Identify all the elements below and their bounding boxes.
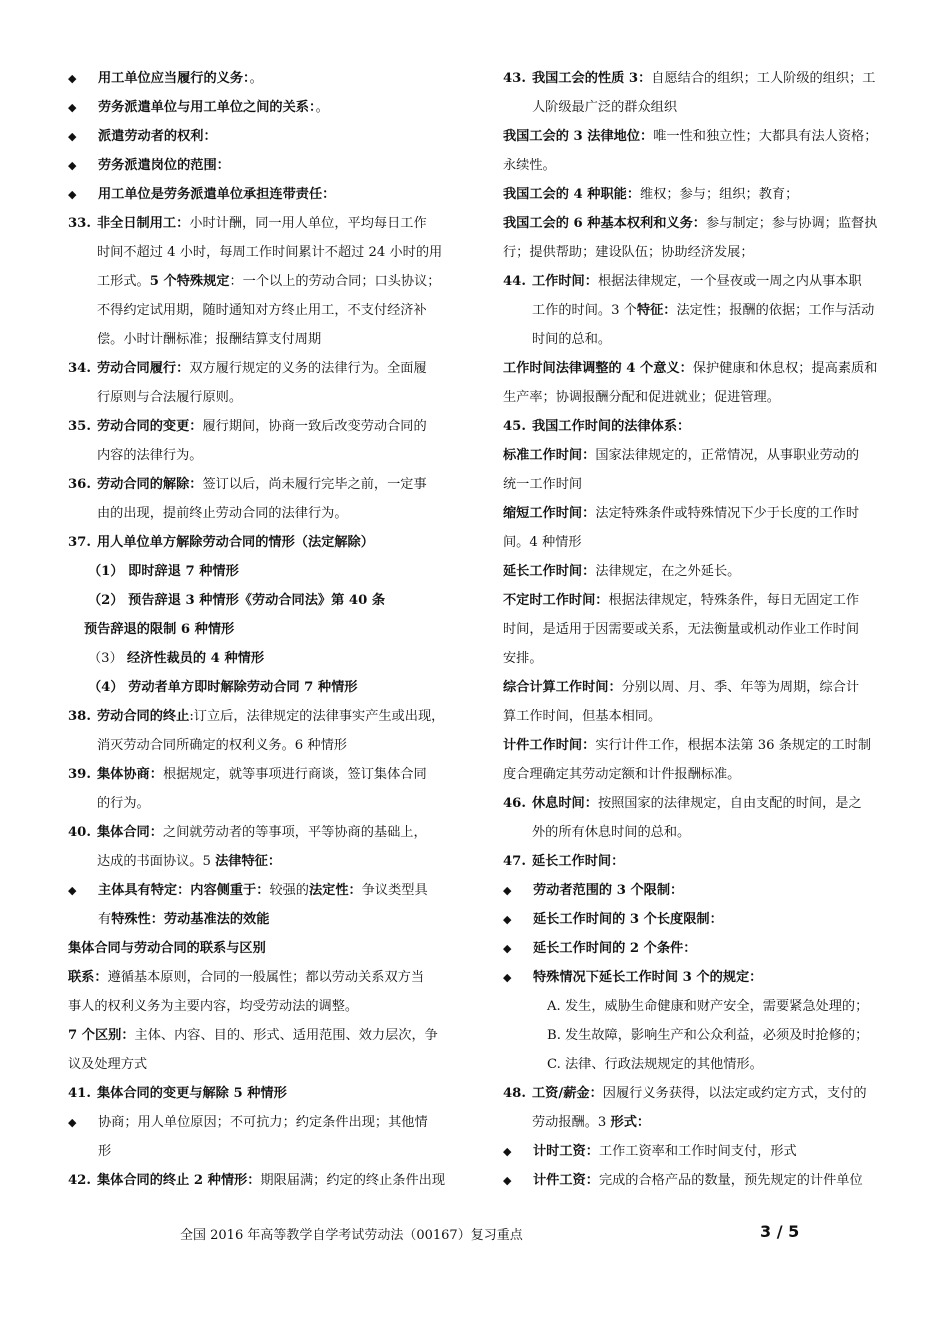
text-line	[503, 789, 905, 818]
text-segment: 外的所有休息时间的总和。	[532, 825, 691, 840]
text-segment: 综合计算工作时间：	[503, 680, 622, 695]
text-line	[503, 644, 905, 673]
text-line	[68, 180, 470, 209]
text-line	[68, 702, 470, 731]
text-segment: 不定时工作时间：	[503, 593, 609, 608]
text-segment: 行原则与合法履行原则。	[97, 390, 243, 405]
text-segment: 形式：	[610, 1115, 651, 1130]
text-segment: 由的出现，提前终止劳动合同的法律行为。	[97, 506, 348, 521]
text-segment: 达成的书面协议。5	[97, 854, 216, 869]
text-segment: 履行期间，协商一致后改变劳动合同的	[202, 419, 427, 434]
text-line	[68, 325, 470, 354]
text-line	[503, 122, 905, 151]
text-line	[68, 818, 470, 847]
text-segment: 自愿结合的组织；工人阶级的组织；工	[651, 71, 876, 86]
text-line	[68, 122, 470, 151]
text-line	[503, 934, 905, 963]
text-line	[503, 731, 905, 760]
text-line	[68, 615, 470, 644]
text-segment: 集体合同的变更与解除 5 种情形	[97, 1086, 287, 1101]
text-segment: 工作时间：	[532, 274, 598, 289]
text-segment: 唯一性和独立性；大都具有法人资格；	[653, 129, 878, 144]
text-segment: 5 个特殊规定	[149, 274, 230, 289]
text-line	[503, 992, 905, 1021]
text-segment: 法定特殊条件或特殊情况下少于长度的工作时	[595, 506, 860, 521]
text-segment: 间。4 种情形	[503, 535, 582, 550]
text-segment: 。	[315, 100, 329, 115]
text-segment: 争议类型具	[361, 883, 428, 898]
text-segment: 永续性。	[503, 158, 556, 173]
text-line	[68, 1137, 470, 1166]
text-line	[68, 557, 470, 586]
text-segment: 集体合同的终止 2 种情形：	[97, 1173, 261, 1188]
text-line	[503, 1021, 905, 1050]
item-number: 46.	[503, 796, 526, 811]
text-segment: 协商；用人单位原因；不可抗力；约定条件出现；其他情	[98, 1115, 428, 1130]
text-segment: 主体、内容、目的、形式、适用范围、效力层次，争	[134, 1028, 438, 1043]
item-number: 43.	[503, 71, 526, 86]
text-line	[68, 412, 470, 441]
text-line	[68, 528, 470, 557]
text-segment: 度合理确定其劳动定额和计件报酬标准。	[503, 767, 741, 782]
text-segment: 根据规定，就等事项进行商谈，签订集体合同	[162, 767, 427, 782]
text-line	[503, 412, 905, 441]
text-segment: 劳务派遣岗位的范围：	[98, 158, 230, 173]
item-number: 35.	[68, 419, 91, 434]
text-segment: 我国工作时间的法律体系：	[532, 419, 691, 434]
text-line	[503, 876, 905, 905]
text-segment: 劳务派遣单位与用工单位之间的关系：	[98, 100, 316, 115]
text-segment: 发生故障，影响生产和公众利益，必须及时抢修的；	[565, 1028, 869, 1043]
text-segment: 劳动合同的终止	[97, 709, 190, 724]
text-line	[503, 470, 905, 499]
text-segment: 小时计酬，同一用人单位，平均每日工作	[189, 216, 427, 231]
text-segment: 延长工作时间的 3 个长度限制：	[533, 912, 723, 927]
text-line	[503, 557, 905, 586]
text-segment: 法律特征：	[215, 854, 282, 869]
text-segment: 集体合同：	[97, 825, 163, 840]
text-segment: 计件工作时间：	[503, 738, 596, 753]
text-line	[68, 847, 470, 876]
text-segment: 维权；参与；组织；教育；	[640, 187, 799, 202]
text-segment: 时间不超过 4 小时，每周工作时间累计不超过 24 小时的用	[97, 245, 443, 260]
text-segment: （4） 劳动者单方即时解除劳动合同 7 种情形	[88, 680, 358, 695]
text-segment: 按照国家的法律规定，自由支配的时间，是之	[597, 796, 862, 811]
text-segment: 法律、行政法规规定的其他情形。	[565, 1057, 763, 1072]
text-segment: 之间就劳动者的等事项，平等协商的基础上，	[162, 825, 427, 840]
text-segment: 延长工作时间：	[503, 564, 596, 579]
text-line	[503, 354, 905, 383]
text-segment: :订立后，法律规定的法律事实产生或出现，	[189, 709, 445, 724]
text-line	[68, 992, 470, 1021]
text-segment: 法定性；报酬的依据；工作与活动	[676, 303, 875, 318]
text-line	[503, 180, 905, 209]
text-segment: 分别以周、月、季、年等为周期，综合计	[621, 680, 860, 695]
text-segment: 保护健康和休息权；提高素质和	[692, 361, 878, 376]
text-segment: 工作工资率和工作时间支付，形式	[598, 1144, 797, 1159]
text-segment: 用工单位是劳务派遣单位承担连带责任：	[98, 187, 336, 202]
item-number: 37.	[68, 535, 91, 550]
text-line	[68, 905, 470, 934]
text-line	[68, 1108, 470, 1137]
text-line	[68, 441, 470, 470]
text-segment: 法定性：	[309, 883, 362, 898]
text-line	[503, 1108, 905, 1137]
text-segment: 计件工资：	[533, 1173, 599, 1188]
text-line	[503, 267, 905, 296]
text-line	[68, 1050, 470, 1079]
text-segment: 劳动报酬。3	[532, 1115, 611, 1130]
text-line	[503, 1050, 905, 1079]
text-segment: 劳动合同的变更：	[97, 419, 203, 434]
text-line	[503, 325, 905, 354]
text-segment: 人阶级最广泛的群众组织	[532, 100, 678, 115]
text-segment: 派遣劳动者的权利：	[98, 129, 217, 144]
text-segment: 双方履行规定的义务的法律行为。全面履	[189, 361, 427, 376]
text-segment: 我国工会的 3 法律地位：	[503, 129, 654, 144]
text-segment: 签订以后，尚未履行完毕之前，一定事	[202, 477, 427, 492]
text-segment: 特征：	[636, 303, 677, 318]
text-segment: 劳动者范围的 3 个限制：	[533, 883, 684, 898]
text-segment: 用人单位单方解除劳动合同的情形（法定解除）	[97, 535, 374, 550]
item-number: 36.	[68, 477, 91, 492]
text-line	[68, 934, 470, 963]
text-segment: 延长工作时间的 2 个条件：	[533, 941, 697, 956]
text-line	[503, 963, 905, 992]
text-segment: 参与制定；参与协调；监督执	[705, 216, 878, 231]
text-line	[68, 93, 470, 122]
text-line	[68, 963, 470, 992]
item-number: 44.	[503, 274, 526, 289]
text-segment: 发生，威胁生命健康和财产安全，需要紧急处理的；	[565, 999, 869, 1014]
text-line	[503, 93, 905, 122]
text-segment: 劳动合同的解除：	[97, 477, 203, 492]
text-segment: （2） 预告辞退 3 种情形《劳动合同法》第 40 条	[88, 593, 386, 608]
text-segment: 偿。小时计酬标准；报酬结算支付周期	[97, 332, 322, 347]
text-line	[503, 1166, 905, 1195]
text-segment: 劳动合同履行：	[97, 361, 190, 376]
text-line	[503, 209, 905, 238]
page-number: 3 / 5	[760, 1222, 800, 1241]
text-segment: 特殊情况下延长工作时间 3 个的规定：	[533, 970, 763, 985]
text-segment: 消灭劳动合同所确定的权利义务。6 种情形	[97, 738, 347, 753]
text-segment: 。	[249, 71, 263, 86]
text-segment: 内容的法律行为。	[97, 448, 203, 463]
text-line	[68, 209, 470, 238]
text-segment: 休息时间：	[532, 796, 598, 811]
item-number: 39.	[68, 767, 91, 782]
text-segment: 实行计件工作，根据本法第 36 条规定的工时制	[595, 738, 872, 753]
text-line	[503, 615, 905, 644]
text-line	[503, 64, 905, 93]
item-number: 48.	[503, 1086, 526, 1101]
text-segment: 时间，是适用于因需要或关系，无法衡量或机动作业工作时间	[503, 622, 860, 637]
item-number: 47.	[503, 854, 526, 869]
text-line	[68, 789, 470, 818]
text-line	[503, 702, 905, 731]
text-segment: 工形式。	[97, 274, 150, 289]
text-line	[68, 296, 470, 325]
text-segment: 期限届满；约定的终止条件出现	[260, 1173, 446, 1188]
text-line	[503, 1137, 905, 1166]
text-line	[68, 267, 470, 296]
text-segment: 时间的总和。	[532, 332, 612, 347]
text-segment: 我国工会的 6 种基本权利和义务：	[503, 216, 706, 231]
text-segment: 因履行义务获得，以法定或约定方式，支付的	[602, 1086, 867, 1101]
text-segment: 用工单位应当履行的义务：	[98, 71, 250, 86]
text-line	[503, 818, 905, 847]
text-segment: 完成的合格产品的数量，预先规定的计件单位	[598, 1173, 863, 1188]
text-segment: 根据法律规定，特殊条件，每日无固定工作	[608, 593, 860, 608]
text-line	[503, 673, 905, 702]
text-line	[68, 1166, 470, 1195]
text-segment: 根据法律规定，一个昼夜或一周之内从事本职	[597, 274, 862, 289]
text-line	[503, 847, 905, 876]
item-number: 42.	[68, 1173, 91, 1188]
text-line	[503, 499, 905, 528]
item-number: 45.	[503, 419, 526, 434]
text-line	[68, 1079, 470, 1108]
text-line	[68, 151, 470, 180]
text-line	[68, 760, 470, 789]
text-segment: 行；提供帮助；建设队伍；协助经济发展；	[503, 245, 754, 260]
text-line	[503, 905, 905, 934]
text-line	[68, 470, 470, 499]
text-segment: 工资/薪金：	[532, 1086, 603, 1101]
text-line	[68, 499, 470, 528]
text-segment: 事人的权利义务为主要内容，均受劳动法的调整。	[68, 999, 359, 1014]
text-segment: 遵循基本原则，合同的一般属性；都以劳动关系双方当	[107, 970, 425, 985]
text-segment: （3）	[88, 651, 127, 666]
text-segment: 主体具有特定：内容侧重于：	[98, 883, 270, 898]
text-line	[68, 586, 470, 615]
text-line	[68, 876, 470, 905]
text-segment: 工作时间法律调整的 4 个意义：	[503, 361, 693, 376]
text-segment: 计时工资：	[533, 1144, 599, 1159]
text-line	[503, 441, 905, 470]
text-line	[68, 383, 470, 412]
text-segment: 经济性裁员的 4 种情形	[126, 651, 265, 666]
text-line	[68, 644, 470, 673]
text-line	[503, 760, 905, 789]
text-segment: 法律规定，在之外延长。	[595, 564, 741, 579]
text-segment: 缩短工作时间：	[503, 506, 596, 521]
text-segment: 非全日制用工：	[97, 216, 190, 231]
text-segment: 议及处理方式	[68, 1057, 148, 1072]
text-segment: 我国工会的 4 种职能：	[503, 187, 641, 202]
text-segment: 不得约定试用期，随时通知对方终止用工，不支付经济补	[97, 303, 427, 318]
text-line	[68, 1021, 470, 1050]
text-segment: 预告辞退的限制 6 种情形	[84, 622, 235, 637]
text-segment: 标准工作时间：	[503, 448, 596, 463]
item-number: 34.	[68, 361, 91, 376]
text-line	[68, 673, 470, 702]
text-line	[503, 151, 905, 180]
footer-text: 全国 2016 年高等教学自学考试劳动法（00167）复习重点	[180, 1228, 523, 1243]
text-segment: 集体协商：	[97, 767, 163, 782]
text-line	[68, 64, 470, 93]
text-segment: （1） 即时辞退 7 种情形	[88, 564, 239, 579]
text-segment: 的行为。	[97, 796, 150, 811]
text-line	[503, 296, 905, 325]
item-number: 40.	[68, 825, 91, 840]
text-segment: 联系：	[68, 970, 108, 985]
text-line	[68, 354, 470, 383]
item-number: A.	[547, 999, 561, 1014]
text-segment: 安排。	[503, 651, 543, 666]
item-number: 33.	[68, 216, 91, 231]
text-line	[503, 238, 905, 267]
text-segment: 算工作时间，但基本相同。	[503, 709, 662, 724]
text-segment: 形	[98, 1144, 112, 1159]
text-segment: 较强的	[269, 883, 309, 898]
left-column	[68, 64, 470, 1195]
text-line	[68, 731, 470, 760]
text-segment: ：一个以上的劳动合同；口头协议；	[229, 274, 441, 289]
item-number: B.	[547, 1028, 561, 1043]
text-segment: 生产率；协调报酬分配和促进就业；促进管理。	[503, 390, 780, 405]
item-number: C.	[547, 1057, 561, 1072]
text-segment: 延长工作时间：	[532, 854, 625, 869]
text-segment: 国家法律规定的，正常情况，从事职业劳动的	[595, 448, 860, 463]
item-number: 38.	[68, 709, 91, 724]
right-column	[503, 64, 905, 1195]
text-segment: 工作的时间。3 个	[532, 303, 637, 318]
text-line	[68, 238, 470, 267]
text-line	[503, 586, 905, 615]
text-segment: 特殊性：劳动基准法的效能	[111, 912, 270, 927]
text-segment: 集体合同与劳动合同的联系与区别	[68, 941, 266, 956]
item-number: 41.	[68, 1086, 91, 1101]
text-line	[503, 1079, 905, 1108]
text-segment: 我国工会的性质 3：	[532, 71, 652, 86]
text-segment: 7 个区别：	[68, 1028, 135, 1043]
text-line	[503, 383, 905, 412]
text-line	[503, 528, 905, 557]
text-segment: 有	[98, 912, 112, 927]
text-segment: 统一工作时间	[503, 477, 583, 492]
